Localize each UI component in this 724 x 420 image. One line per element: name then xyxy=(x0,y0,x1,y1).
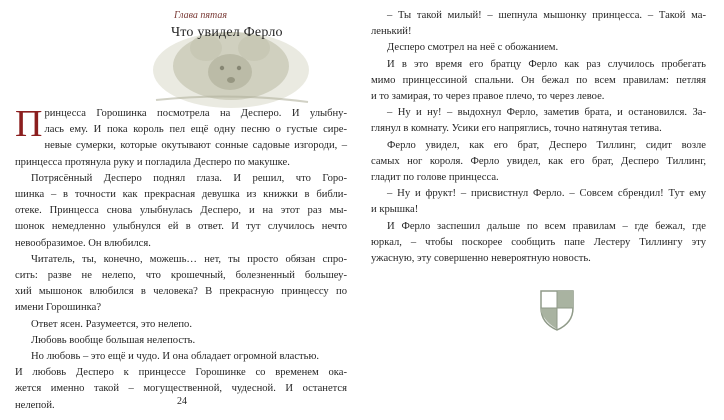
text-line: юркал, – чтобы поскорее сообщить папе Лестеру Тиллингу эту xyxy=(371,236,706,248)
text-line: принцесса протянула руку и погладила Десперо по макушке. xyxy=(15,156,290,168)
text-line: Любовь вообще большая нелепость. xyxy=(31,334,196,346)
text-line: ужасную, эту совершенно невероятную новость. xyxy=(371,253,591,265)
paragraph xyxy=(15,333,347,349)
text-line: ринцесса Горошинка посмотрела на Десперо. И улыбну- xyxy=(44,108,347,119)
text-line: шинка – в точности как прекрасная девушка из книжки в библи- xyxy=(15,189,347,201)
left-page-text xyxy=(15,103,347,414)
text-line: Но любовь – это ещё и чудо. И она обладает огромной властью. xyxy=(31,351,320,363)
text-line: и то замирая, то через правое плечо, то через левое. xyxy=(371,91,605,103)
paragraph xyxy=(15,252,347,317)
text-line: И Ферло заспешил дальше по всем правилам – где бежал, где xyxy=(387,220,706,232)
text-line: гладит по голове принцесса. xyxy=(371,172,499,184)
text-line: невообразимое. Он влюбился. xyxy=(15,237,151,249)
text-line: – Ну и фрукт! – присвистнул Ферло. – Совсем сбрендил! Тут ему xyxy=(387,188,706,200)
text-line: хий мышонок влюбился в человека? В прекрасную принцессу по xyxy=(15,286,347,298)
paragraph xyxy=(371,40,706,56)
paragraph xyxy=(371,186,706,218)
text-line: глянул в комнату. Усики его напряглись, точно натянутая тетива. xyxy=(371,123,662,135)
text-line: Читатель, ты, конечно, можешь… нет, ты просто обязан спро- xyxy=(31,253,347,265)
right-page-text xyxy=(371,8,706,267)
text-line: ленький! xyxy=(371,26,412,38)
paragraph xyxy=(371,8,706,40)
text-line: и крышка! xyxy=(371,204,419,216)
paragraph xyxy=(371,105,706,137)
text-line: сить: разве не нелепо, что крошечный, болезненный большеу- xyxy=(15,270,347,282)
text-line: отеке. Принцесса снова улыбнулась Десперо, и на этот раз мы- xyxy=(15,205,347,217)
chapter-label: Глава пятая xyxy=(174,10,228,21)
chapter-title: Что увидел Ферло xyxy=(171,25,283,40)
text-line: – Ну и ну! – выдохнул Ферло, заметив брата, и остановился. За- xyxy=(387,107,706,119)
text-line: жется именно такой – могущественной, чудесной. И останется xyxy=(15,383,347,395)
mouse-illustration xyxy=(136,8,326,112)
text-line: И любовь Десперо к принцессе Горошинке со временем ока- xyxy=(15,367,347,379)
drop-cap: П xyxy=(15,103,43,145)
heraldic-shield-icon xyxy=(538,288,576,332)
text-line: Ответ ясен. Разумеется, это нелепо. xyxy=(31,318,192,330)
paragraph xyxy=(371,57,706,106)
text-line: самых ног короля. Ферло увидел, как его брат, Десперо Тиллинг, xyxy=(371,155,706,167)
text-line: – Ты такой милый! – шепнула мышонку принцесса. – Такой ма- xyxy=(387,10,706,21)
text-line: Десперо смотрел на неё с обожанием. xyxy=(387,42,559,54)
text-line: Ферло увидел, как его брат, Десперо Тиллинг, сидит возле xyxy=(387,139,706,151)
text-line: невые сумерки, которые окутывают сонные садовые изгороди, – xyxy=(44,140,347,152)
page-number: 24 xyxy=(177,396,187,407)
text-line: И в это время его братцу Ферло как раз случилось пробегать xyxy=(387,58,706,70)
text-line: нелепой. xyxy=(15,399,55,411)
paragraph xyxy=(15,349,347,365)
text-line: мимо принцессиной спальни. Он бежал по всем правилам: петляя xyxy=(371,74,706,86)
text-line: имени Горошинка? xyxy=(15,302,102,314)
paragraph xyxy=(371,219,706,268)
text-line: лась ему. И пока король пел ещё одну песню о густые сире- xyxy=(44,124,347,136)
paragraph xyxy=(15,103,347,171)
paragraph xyxy=(15,171,347,252)
text-line: Потрясённый Десперо поднял глаза. И решил, что Горо- xyxy=(31,172,347,184)
right-page xyxy=(362,0,724,420)
paragraph xyxy=(15,317,347,333)
paragraph xyxy=(371,138,706,187)
text-line: шонок немедленно улыбнулся ей в ответ. И тут случилось нечто xyxy=(15,221,347,233)
